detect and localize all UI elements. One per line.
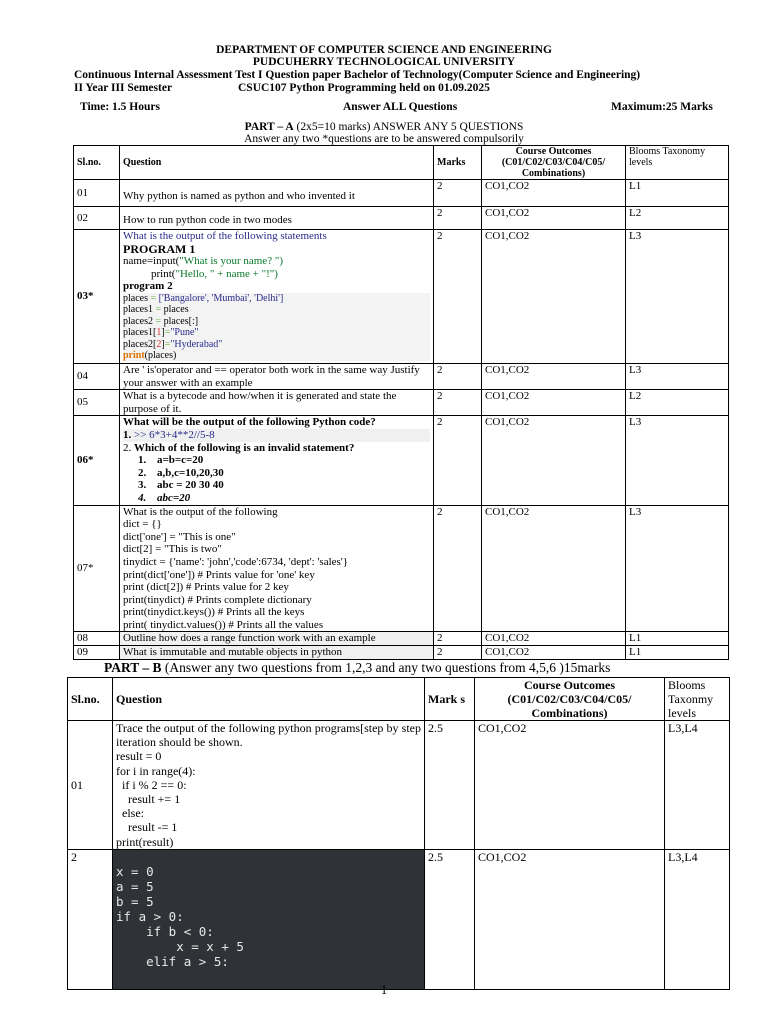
row-slno: 08	[74, 632, 120, 646]
row-slno: 01	[68, 721, 113, 850]
question-part-2: 2. Which of the following is an invalid statement?	[123, 441, 355, 454]
program-1-title: PROGRAM 1	[123, 241, 196, 256]
row-blooms-level: L1	[626, 632, 729, 646]
code-line: What is the output of the following	[123, 505, 278, 518]
header-marks: Marks	[434, 146, 482, 180]
row-question: What is a bytecode and how/when it is generated and state the purpose of it.	[120, 390, 434, 416]
code-line: print(tinydict) # Prints complete dictionary	[123, 593, 312, 606]
row-marks: 2	[434, 207, 482, 230]
row-course-outcome: CO1,CO2	[482, 207, 626, 230]
row-marks: 2	[434, 364, 482, 390]
code-line: if a > 0:	[116, 908, 184, 924]
program-2-title: program 2	[123, 280, 173, 293]
row-blooms-level: L1	[626, 180, 729, 207]
row-marks: 2	[434, 416, 482, 505]
row-course-outcome: CO1,CO2	[482, 180, 626, 207]
header-blooms: Blooms Taxonomy levels	[626, 146, 729, 180]
row-slno: 09	[74, 646, 120, 660]
code-line: print( tinydict.values()) # Prints all the values	[123, 618, 324, 631]
options-list	[123, 454, 430, 504]
row-course-outcome: CO1,CO2	[482, 416, 626, 505]
code-line: x = 0	[116, 863, 154, 879]
header-slno: Sl.no.	[68, 678, 113, 721]
row-slno: 01	[74, 180, 120, 207]
row-slno: 2	[68, 849, 113, 989]
row-blooms-level: L2	[626, 207, 729, 230]
assessment-title: Continuous Internal Assessment Test I Question paper Bachelor of Technology(Computer Science and Engineering)	[74, 69, 641, 81]
question-part-1: 1. >> 6*3+4**2//5-8	[123, 429, 430, 442]
row-marks: 2	[434, 505, 482, 632]
row-blooms-level: L3	[626, 230, 729, 364]
code-line: places2 = places[:]	[123, 315, 199, 327]
code-line: else:	[122, 806, 144, 821]
table-row	[74, 646, 729, 660]
code-line: print (dict[2]) # Prints value for 2 key	[123, 581, 289, 594]
code-line: print(places)	[123, 350, 177, 361]
part-a-table	[73, 145, 729, 660]
table-row	[74, 364, 729, 390]
page-number: 1	[380, 982, 388, 997]
row-course-outcome: CO1,CO2	[482, 505, 626, 632]
row-course-outcome: CO1,CO2	[482, 632, 626, 646]
row-marks: 2	[434, 230, 482, 364]
option-item: 2. a,b,c=10,20,30	[149, 467, 430, 480]
row-course-outcome: CO1,CO2	[482, 390, 626, 416]
instruction-label: Answer ALL Questions	[343, 101, 458, 113]
code-line: print(tinydict.keys()) # Prints all the keys	[123, 606, 305, 619]
code-line: elif a > 5:	[116, 953, 229, 969]
header-question: Question	[120, 146, 434, 180]
code-line: result -= 1	[128, 820, 178, 835]
max-marks-label: Maximum:25 Marks	[611, 101, 713, 113]
question-intro: What is the output of the following statements	[123, 230, 327, 242]
row-marks: 2	[434, 180, 482, 207]
row-blooms-level: L3	[626, 416, 729, 505]
header-question: Question	[113, 678, 425, 721]
row-course-outcome: CO1,CO2	[475, 721, 665, 850]
row-marks: 2.5	[425, 721, 475, 850]
code-line: if i % 2 == 0:	[122, 777, 187, 792]
code-line: x = x + 5	[116, 938, 244, 954]
row-slno: 06*	[74, 416, 120, 505]
row-question	[113, 849, 425, 989]
row-question: Are ' is'operator and == operator both work in the same way Justify your answer with an example	[120, 364, 434, 390]
row-slno: 04	[74, 364, 120, 390]
header-slno: Sl.no.	[74, 146, 120, 180]
row-blooms-level: L3,L4	[665, 849, 730, 989]
row-blooms-level: L3,L4	[665, 721, 730, 850]
table-header-row	[74, 146, 729, 180]
row-course-outcome: CO1,CO2	[475, 849, 665, 989]
table-row	[74, 505, 729, 632]
row-marks: 2.5	[425, 849, 475, 989]
code-line: places1 = places	[123, 304, 189, 316]
row-question: Why python is named as python and who invented it	[120, 180, 434, 207]
code-block	[113, 850, 424, 989]
header-marks: Mark s	[425, 678, 475, 721]
row-question	[120, 416, 434, 505]
course-info: CSUC107 Python Programming held on 01.09.2025	[238, 82, 490, 94]
code-line: a = 5	[116, 878, 154, 894]
code-line: result += 1	[128, 792, 181, 807]
row-marks: 2	[434, 390, 482, 416]
row-course-outcome: CO1,CO2	[482, 230, 626, 364]
table-row	[74, 390, 729, 416]
option-item: 4. abc=20	[149, 492, 430, 505]
code-line: result = 0	[116, 749, 162, 764]
part-a-title: PART – A (2x5=10 marks) ANSWER ANY 5 QUESTIONS	[244, 121, 524, 133]
table-row	[74, 416, 729, 505]
row-question: Outline how does a range function work with an example	[120, 632, 434, 646]
question-text: Trace the output of the following python programs[step by step iteration should be shown.	[116, 721, 421, 750]
part-a-subtitle: Answer any two *questions are to be answered compulsorily	[244, 133, 524, 145]
row-question: How to run python code in two modes	[120, 207, 434, 230]
program-2-code	[123, 293, 430, 361]
part-b-table	[67, 677, 730, 990]
code-line: places2[2]="Hyderabad"	[123, 338, 223, 350]
header-course-outcomes: Course Outcomes (C01/C02/C03/C04/C05/ Combinations)	[482, 146, 626, 180]
year-semester: II Year III Semester	[74, 82, 173, 94]
row-blooms-level: L3	[626, 505, 729, 632]
code-line: print(dict['one']) # Prints value for 'one' key	[123, 568, 315, 581]
code-line: tinydict = {'name': 'john','code':6734, 'dept': 'sales'}	[123, 555, 349, 568]
code-line: dict['one'] = "This is one"	[123, 530, 236, 543]
row-slno: 05	[74, 390, 120, 416]
row-marks: 2	[434, 632, 482, 646]
row-question	[113, 721, 425, 850]
header-course-outcomes: Course Outcomes (C01/C02/C03/C04/C05/ Combinations)	[475, 678, 665, 721]
question-title: What will be the output of the following Python code?	[123, 416, 376, 429]
row-question	[120, 505, 434, 632]
code-line: print(result)	[116, 834, 174, 849]
option-item: 3. abc = 20 30 40	[149, 479, 430, 492]
row-blooms-level: L1	[626, 646, 729, 660]
table-row	[74, 180, 729, 207]
header-blooms: Blooms Taxonmy levels	[665, 678, 730, 721]
table-header-row	[68, 678, 730, 721]
university-title: PUDCUHERRY TECHNOLOGICAL UNIVERSITY	[252, 56, 516, 68]
row-slno: 02	[74, 207, 120, 230]
time-label: Time: 1.5 Hours	[80, 101, 160, 113]
code-line: dict[2] = "This is two"	[123, 543, 222, 556]
row-slno: 07*	[74, 505, 120, 632]
row-slno: 03*	[74, 230, 120, 364]
code-line: name=input( "What is your name? ")	[123, 255, 283, 268]
code-line: places = ['Bangalore', 'Mumbai', 'Delhi']	[123, 292, 284, 304]
row-question	[120, 230, 434, 364]
department-title: DEPARTMENT OF COMPUTER SCIENCE AND ENGINEERING	[216, 44, 552, 56]
table-row	[74, 207, 729, 230]
row-blooms-level: L3	[626, 364, 729, 390]
table-row	[74, 230, 729, 364]
code-line: print("Hello, " + name + "!")	[151, 267, 278, 280]
part-b-title: PART – B (Answer any two questions from 1,2,3 and any two questions from 4,5,6 )15marks	[104, 660, 611, 675]
row-course-outcome: CO1,CO2	[482, 364, 626, 390]
code-line: if b < 0:	[116, 923, 214, 939]
row-question: What is immutable and mutable objects in python	[120, 646, 434, 660]
code-line: for i in range(4):	[116, 763, 196, 778]
row-marks: 2	[434, 646, 482, 660]
row-blooms-level: L2	[626, 390, 729, 416]
table-row	[68, 849, 730, 989]
table-row	[74, 632, 729, 646]
code-line: dict = {}	[123, 518, 162, 531]
code-line: b = 5	[116, 893, 154, 909]
option-item: 1. a=b=c=20	[149, 454, 430, 467]
table-row	[68, 721, 730, 850]
row-course-outcome: CO1,CO2	[482, 646, 626, 660]
code-line: places1[1]="Pune"	[123, 327, 199, 339]
